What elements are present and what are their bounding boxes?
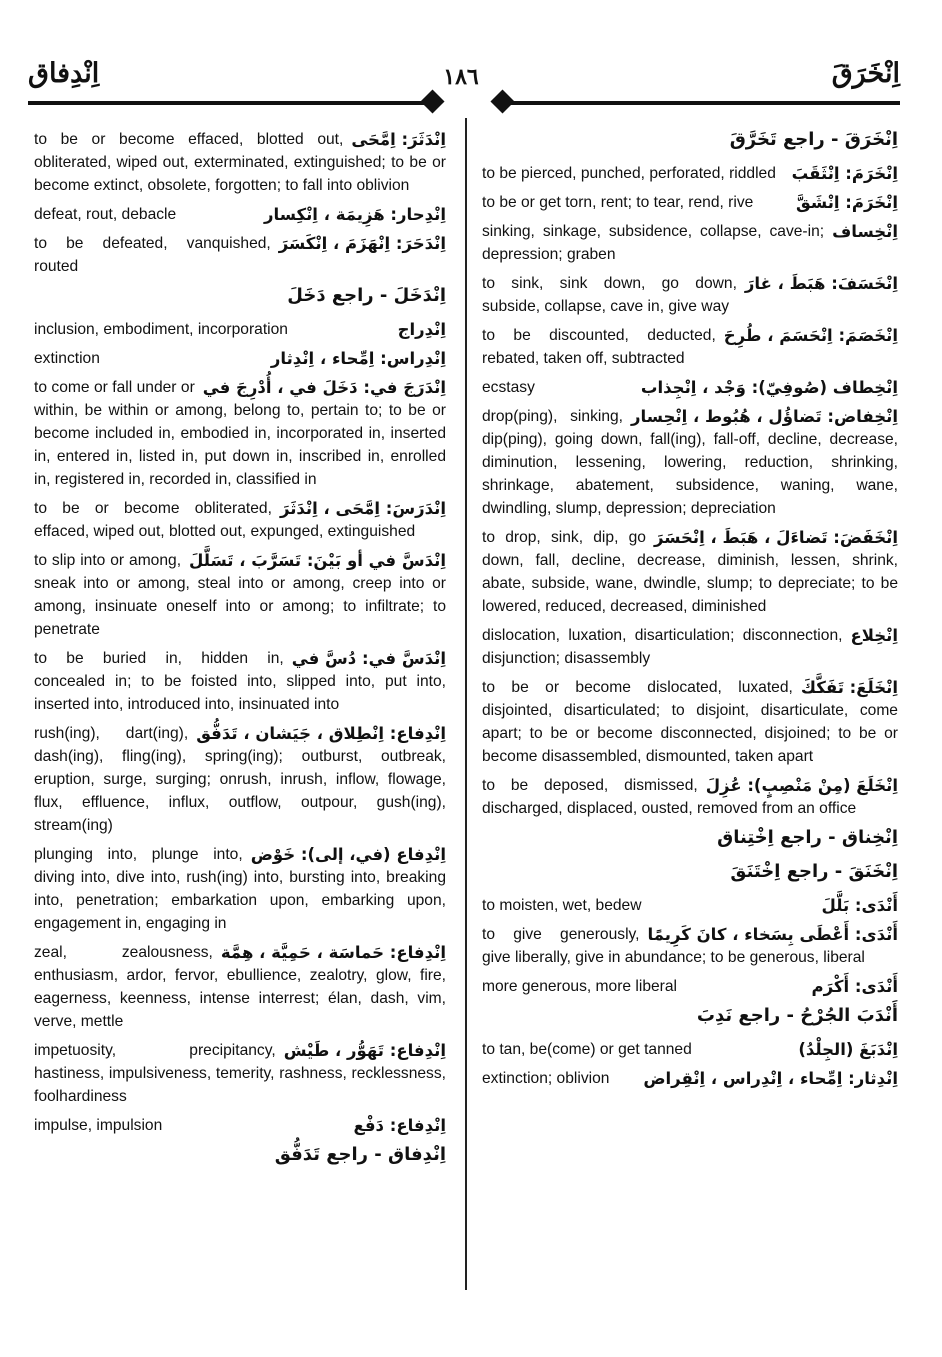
dictionary-entry	[482, 826, 898, 850]
dictionary-entry	[34, 1114, 446, 1137]
arabic-headword: اِنْدَخَلَ - راجع دَخَلَ	[287, 285, 446, 306]
arabic-headword: اِنْدِفاع (في، إلى): خَوْض	[250, 845, 446, 864]
arabic-headword: اِنْخَصَمَ: اِنْحَسَمَ ، طُرِحَ	[723, 326, 898, 345]
dictionary-entry	[482, 624, 898, 670]
dictionary-entry	[482, 162, 898, 185]
arabic-headword: اِنْدَثَرَ: اِمَّحَى	[351, 130, 446, 149]
header-rule-right	[504, 101, 900, 105]
english-definition: to be or become dislocated, luxated, disjointed, disarticulated; to disjoint, disarticulate, come apart; to be or become disconnected, disjoined; to be or become disassembled, dismounted, taken apart	[482, 679, 898, 765]
arabic-headword: اِنْخَنَقَ - راجع اِخْتَنَقَ	[730, 861, 898, 882]
arabic-headword: أَنْدَى: أَعْطَى بِسَخاء ، كانَ كَرِيمًا	[647, 925, 898, 944]
english-definition: to be pierced, punched, perforated, riddled	[482, 165, 776, 182]
dictionary-entry	[482, 1067, 898, 1090]
arabic-headword: اِنْخِطاف (صُوفِيّ): وَجْد ، اِنْجِذاب	[640, 378, 898, 397]
english-definition: to moisten, wet, bedew	[482, 897, 642, 914]
english-definition: drop(ping), sinking, dip(ping), going down, fall(ing), fall-off, decline, decrease, diminution, lessening, lowering, reduction, shrinking, shrinkage, abatement, subsidence, waning, wane, dwindling, slump, depression; depreciation	[482, 408, 898, 517]
dictionary-entry	[482, 272, 898, 318]
dictionary-entry	[34, 941, 446, 1033]
dictionary-entry	[34, 318, 446, 341]
dictionary-entry	[34, 722, 446, 837]
dictionary-entry	[482, 526, 898, 618]
arabic-headword: اِنْدَرَسَ: اِمَّحَى ، اِنْدَثَرَ	[279, 499, 446, 518]
arabic-headword: اِنْخَفَضَ: تَضاءَلَ ، هَبَطَ ، اِنْحَسَرَ	[653, 528, 898, 547]
arabic-headword: اِنْخَرَمَ: اِنْشَقَّ	[796, 193, 898, 212]
english-definition: ecstasy	[482, 379, 535, 396]
arabic-headword: اِنْخِفاض: تَضاؤُل ، هُبُوط ، اِنْحِسار	[631, 407, 898, 426]
english-definition: to come or fall under or within, be within or among, belong to, pertain to; to be or become included in, embodied in, incorporated in, inserted in, entered in, listed in, put down in, inscribed in, enrolled in, registered in, recorded in, classified in	[34, 379, 446, 488]
dictionary-entry	[34, 647, 446, 716]
english-definition: to be or become obliterated, effaced, wiped out, blotted out, expunged, extinguished	[34, 500, 416, 540]
english-definition: impulse, impulsion	[34, 1117, 163, 1134]
arabic-headword: اِنْدِفاع: حَماسَة ، حَمِيَّة ، هِمَّة	[220, 943, 446, 962]
english-definition: zeal, zealousness, enthusiasm, ardor, fervor, ebullience, zealotry, glow, fire, eagerness, keenness, intense interrest; élan, dash, vim, verve, mettle	[34, 944, 446, 1030]
arabic-headword: اِنْخَرَمَ: اِنْثَقَبَ	[791, 164, 898, 183]
arabic-headword: اِنْخَسَفَ: هَبَطَ ، غارَ	[744, 274, 898, 293]
arabic-headword: اِنْدِفاع: اِنْطِلاق ، جَيَشان ، تَدَفُّق	[196, 724, 446, 743]
right-column	[482, 128, 898, 1096]
english-definition: to tan, be(come) or get tanned	[482, 1041, 692, 1058]
dictionary-entry	[482, 324, 898, 370]
dictionary-entry	[482, 220, 898, 266]
english-definition: extinction; oblivion	[482, 1070, 610, 1087]
english-definition: to slip into or among, sneak into or among, steal into or among, creep into or among, insinuate oneself into or among; to infiltrate; to penetrate	[34, 552, 446, 638]
english-definition: extinction	[34, 350, 100, 367]
page-number: ١٨٦	[443, 64, 479, 90]
dictionary-entry	[482, 1004, 898, 1028]
page-header	[0, 0, 942, 125]
dictionary-entry	[34, 497, 446, 543]
english-definition: to be discounted, deducted, rebated, taken off, subtracted	[482, 327, 716, 367]
arabic-headword: اِنْدِراس: اِمِّحاء ، اِنْدِثار	[270, 349, 446, 368]
english-definition: to drop, sink, dip, go down, fall, decline, decrease, diminish, lessen, shrink, abate, subside, wane, dwindle, slump; to depreciate; to be lowered, reduced, decreased, diminished	[482, 529, 898, 615]
english-definition: sinking, sinkage, subsidence, collapse, cave-in; depression; graben	[482, 223, 825, 263]
dictionary-entry	[482, 1038, 898, 1061]
dictionary-entry	[34, 376, 446, 491]
english-definition: rush(ing), dart(ing), dash(ing), fling(ing), spring(ing); outburst, outbreak, eruption, surge, surging; onrush, inrush, inflow, flowage, flux, effluence, influx, outflow, outpour, gush(ing), stream(ing)	[34, 725, 446, 834]
dictionary-entry	[34, 843, 446, 935]
english-definition: plunging into, plunge into, diving into, dive into, rush(ing) into, bursting into, breaking into, penetration; embarkation upon, embarking upon, engagement in, engaging in	[34, 846, 446, 932]
arabic-headword: اِنْدِراج	[397, 320, 446, 339]
guide-word-right: اِنْخَرَقَ	[831, 58, 900, 89]
dictionary-entry	[482, 376, 898, 399]
arabic-headword: اِنْخِساف	[832, 222, 898, 241]
arabic-headword: أَنْدَبَ الجُرْحُ - راجع نَدِبَ	[696, 1005, 898, 1026]
arabic-headword: اِنْدَحَرَ: اِنْهَزَمَ ، اِنْكَسَرَ	[278, 234, 446, 253]
arabic-headword: اِنْدِحار: هَزِيمَة ، اِنْكِسار	[264, 205, 446, 224]
arabic-headword: اِنْخَلَعَ (مِنْ مَنْصِبٍ): عُزِلَ	[705, 776, 898, 795]
dictionary-entry	[482, 894, 898, 917]
english-definition: dislocation, luxation, disarticulation; disconnection, disjunction; disassembly	[482, 627, 843, 667]
arabic-headword: اِنْدَبَغَ (الجِلْدُ)	[798, 1040, 898, 1059]
english-definition: to be defeated, vanquished, routed	[34, 235, 271, 275]
dictionary-entry	[34, 128, 446, 197]
english-definition: to be or get torn, rent; to tear, rend, rive	[482, 194, 754, 211]
english-definition: to be deposed, dismissed, discharged, displaced, ousted, removed from an office	[482, 777, 857, 817]
left-column	[34, 128, 446, 1177]
english-definition: to be buried in, hidden in, concealed in; to be foisted into, slipped into, put into, inserted into, introduced into, insinuated into	[34, 650, 446, 713]
arabic-headword: اِنْدِفاق - راجع تَدَفُّق	[274, 1144, 446, 1165]
english-definition: inclusion, embodiment, incorporation	[34, 321, 288, 338]
arabic-headword: اِنْدِفاع: دَفْع	[353, 1116, 446, 1135]
arabic-headword: اِنْخَرَقَ - راجع تَخَرَّقَ	[729, 129, 898, 150]
dictionary-entry	[482, 975, 898, 998]
dictionary-entry	[34, 1039, 446, 1108]
dictionary-entry	[482, 191, 898, 214]
dictionary-entry	[34, 203, 446, 226]
arabic-headword: أَنْدَى: أَكْرَم	[811, 977, 898, 996]
arabic-headword: أَنْدَى: بَلَّلَ	[821, 896, 898, 915]
english-definition: to sink, sink down, go down, subside, collapse, cave in, give way	[482, 275, 737, 315]
arabic-headword: اِنْدِفاع: تَهَوُّر ، طَيْش	[283, 1041, 446, 1060]
arabic-headword: اِنْدَسَّ في: دُسَّ في	[291, 649, 446, 668]
dictionary-entry	[482, 405, 898, 520]
dictionary-entry	[482, 774, 898, 820]
dictionary-entry	[34, 347, 446, 370]
arabic-headword: اِنْخَلَعَ: تَفَكَّكَ	[800, 678, 898, 697]
english-definition: to give generously, give liberally, give in abundance; to be generous, liberal	[482, 926, 865, 966]
arabic-headword: اِنْدِثار: اِمِّحاء ، اِنْدِراس ، اِنْقِراض	[643, 1069, 898, 1088]
english-definition: defeat, rout, debacle	[34, 206, 177, 223]
dictionary-entry	[482, 923, 898, 969]
diamond-ornament-icon	[420, 89, 444, 113]
english-definition: more generous, more liberal	[482, 978, 678, 995]
english-definition: impetuosity, precipitancy, hastiness, impulsiveness, temerity, rashness, recklessness, foolhardiness	[34, 1042, 446, 1105]
dictionary-entry	[34, 284, 446, 308]
dictionary-entry	[34, 1143, 446, 1167]
dictionary-entry	[34, 232, 446, 278]
arabic-headword: اِنْدَرَجَ في: دَخَلَ في ، أُدْرِجَ في	[202, 378, 446, 397]
guide-word-left: اِنْدِفاق	[28, 58, 100, 89]
dictionary-entry	[482, 676, 898, 768]
english-definition: to be or become effaced, blotted out, obliterated, wiped out, exterminated, extinguished; to be or become extinct, obsolete, forgotten; to fall into oblivion	[34, 131, 446, 194]
arabic-headword: اِنْخِلاع	[850, 626, 898, 645]
arabic-headword: اِنْدَسَّ في أو بَيْنَ: تَسَرَّبَ ، تَسَلَّلَ	[189, 551, 446, 570]
column-divider	[465, 118, 467, 1290]
dictionary-entry	[482, 860, 898, 884]
header-rule-left	[28, 101, 426, 105]
dictionary-entry	[482, 128, 898, 152]
dictionary-entry	[34, 549, 446, 641]
arabic-headword: اِنْخِناق - راجع اِخْتِناق	[717, 827, 898, 848]
